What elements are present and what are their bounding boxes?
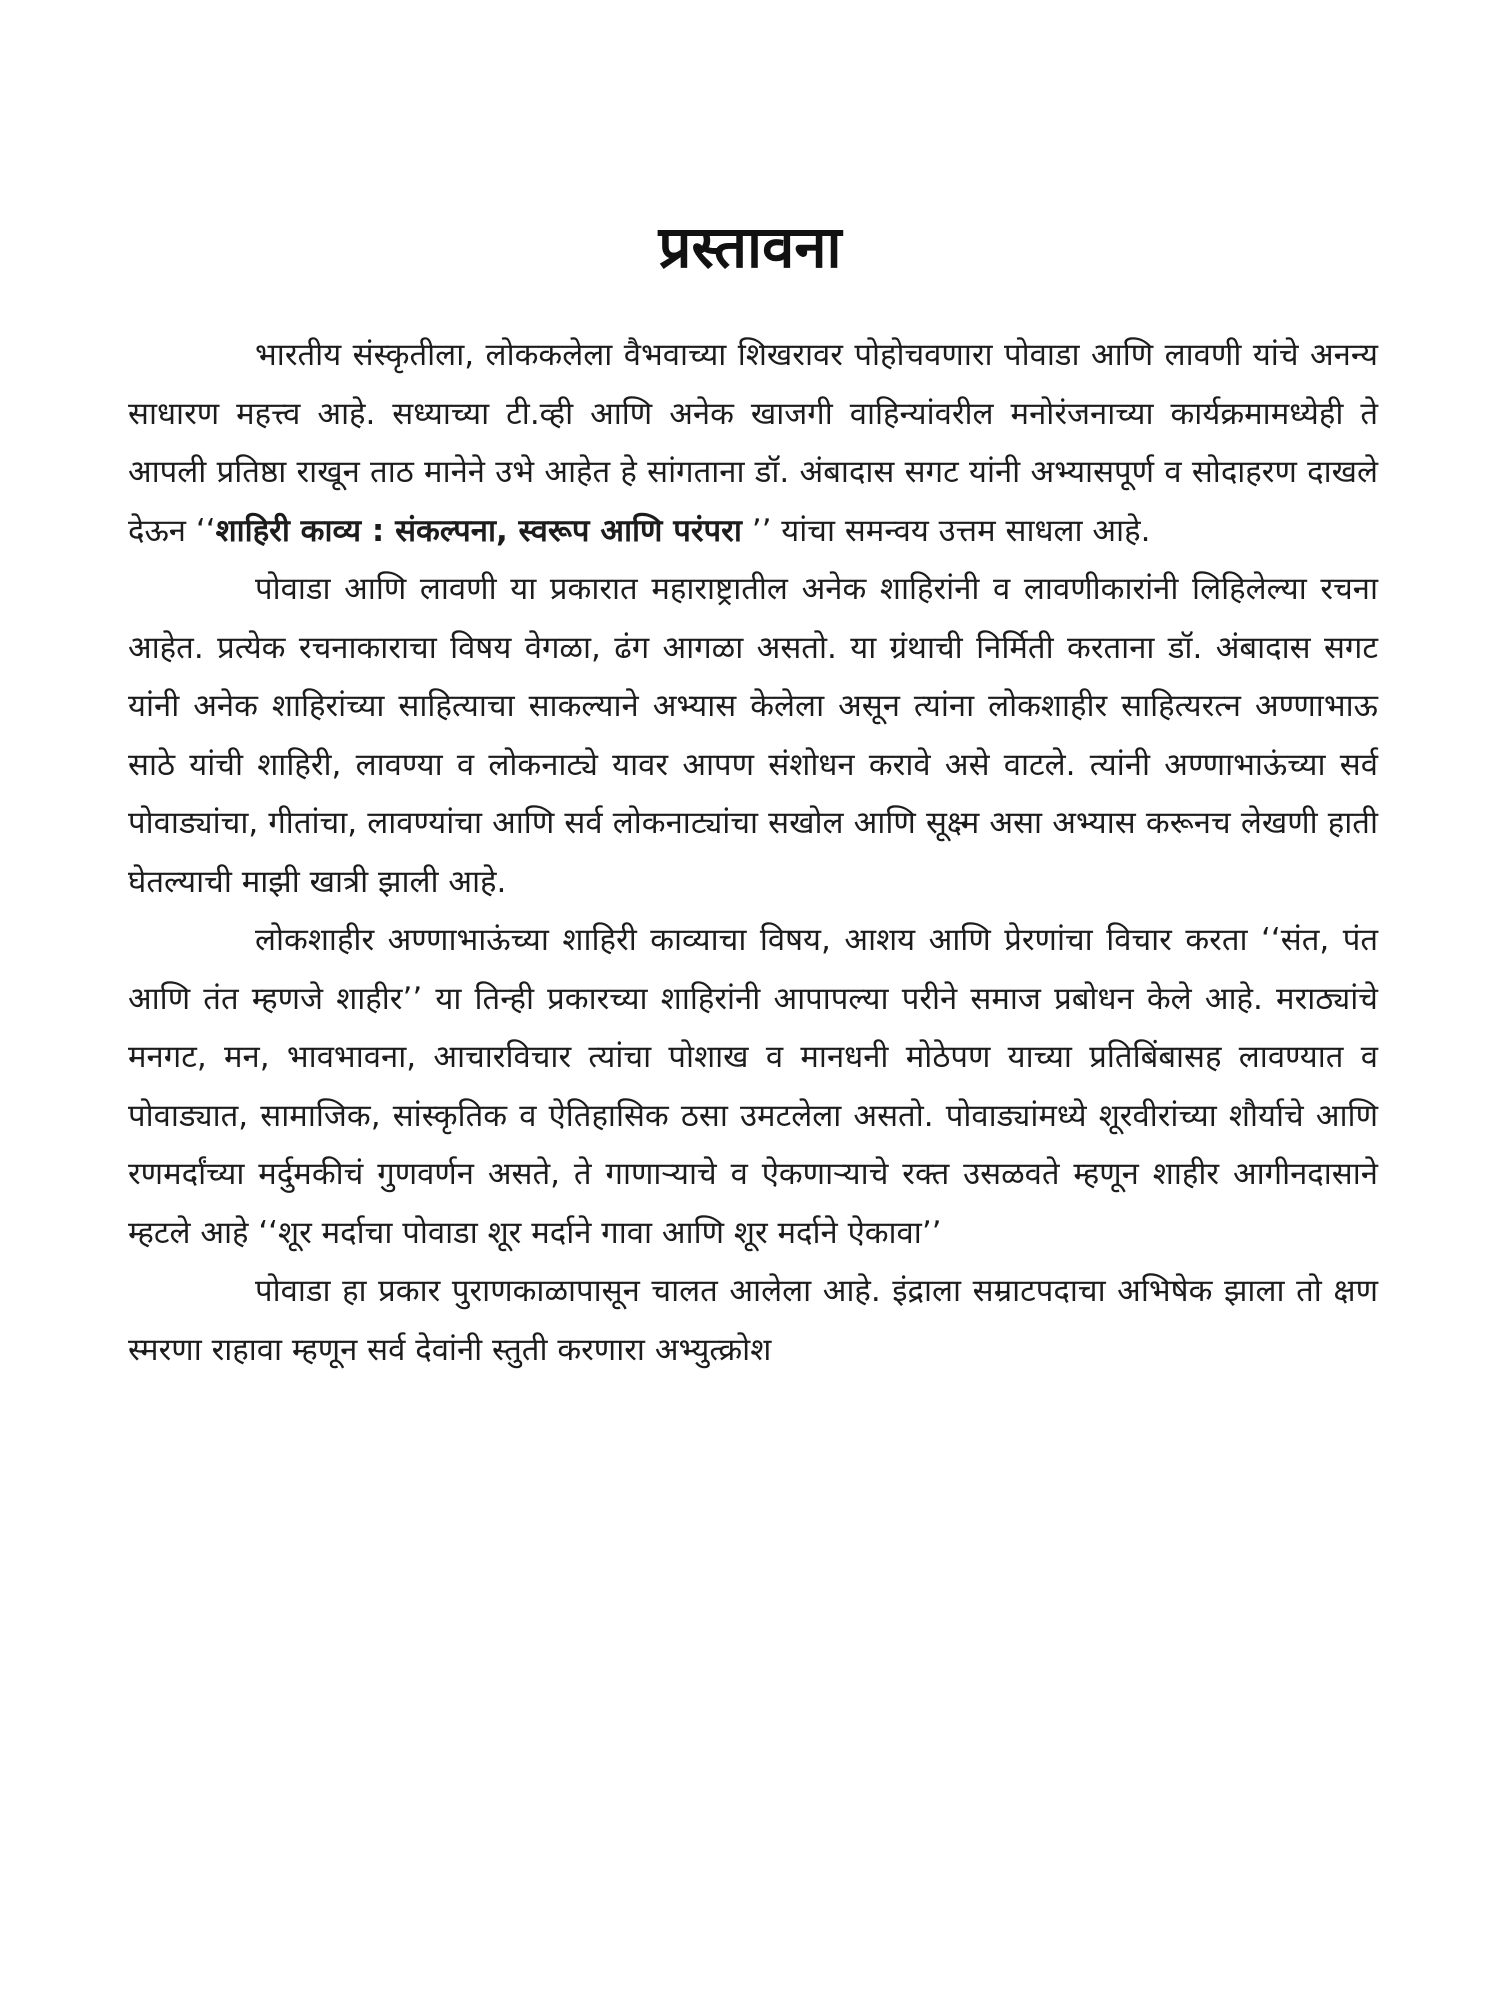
paragraph-1-text-start: भारतीय संस्कृतीला, लोककलेला वैभवाच्या शिखरावर पोहोचवणारा पोवाडा आणि लावणी यांचे अनन्य साधारण महत्त्व आहे. सध्याच्या टी.व्ही आणि अनेक खाजगी वाहिन्यांवरील मनोरंजनाच्या कार्यक्रमामध्येही ते आपली प्रतिष्ठा राखून ताठ मानेने उभे आहेत हे सांगताना डॉ. अंबादास सगट यांनी अभ्यासपूर्ण व सोदाहरण दाखले देऊन ‘‘ xyxy=(128,337,1378,549)
paragraph-4: पोवाडा हा प्रकार पुराणकाळापासून चालत आलेला आहे. इंद्राला सम्राटपदाचा अभिषेक झाला तो क्षण स्मरणा राहावा म्हणून सर्व देवांनी स्तुती करणारा अभ्युत्क्रोश xyxy=(128,1273,1378,1368)
book-title-emphasis: शाहिरी काव्य : संकल्पना, स्वरूप आणि परंपरा xyxy=(215,512,742,549)
body-text xyxy=(128,326,1378,1379)
paragraph-2: पोवाडा आणि लावणी या प्रकारात महाराष्ट्रातील अनेक शाहिरांनी व लावणीकारांनी लिहिलेल्या रचना आहेत. प्रत्येक रचनाकाराचा विषय वेगळा, ढंग आगळा असतो. या ग्रंथाची निर्मिती करताना डॉ. अंबादास सगट यांनी अनेक शाहिरांच्या साहित्याचा साकल्याने अभ्यास केलेला असून त्यांना लोकशाहीर साहित्यरत्न अण्णाभाऊ साठे यांची शाहिरी, लावण्या व लोकनाट्ये यावर आपण संशोधन करावे असे वाटले. त्यांनी अण्णाभाऊंच्या सर्व पोवाड्यांचा, गीतांचा, लावण्यांचा आणि सर्व लोकनाट्यांचा सखोल आणि सूक्ष्म असा अभ्यास करूनच लेखणी हाती घेतल्याची माझी खात्री झाली आहे. xyxy=(128,571,1378,900)
page-title: प्रस्तावना xyxy=(658,212,842,281)
paragraph-3: लोकशाहीर अण्णाभाऊंच्या शाहिरी काव्याचा विषय, आशय आणि प्रेरणांचा विचार करता ‘‘संत, पंत आणि तंत म्हणजे शाहीर’’ या तिन्ही प्रकारच्या शाहिरांनी आपापल्या परीने समाज प्रबोधन केले आहे. मराठ्यांचे मनगट, मन, भावभावना, आचारविचार त्यांचा पोशाख व मानधनी मोठेपण याच्या प्रतिबिंबासह लावण्यात व पोवाड्यात, सामाजिक, सांस्कृतिक व ऐतिहासिक ठसा उमटलेला असतो. पोवाड्यांमध्ये शूरवीरांच्या शौर्याचे आणि रणमर्दांच्या मर्दुमकीचं गुणवर्णन असते, ते गाणाऱ्याचे व ऐकणाऱ्याचे रक्त उसळवते म्हणून शाहीर आगीनदासाने म्हटले आहे ‘‘शूर मर्दाचा पोवाडा शूर मर्दाने गावा आणि शूर मर्दाने ऐकावा’’ xyxy=(128,922,1378,1251)
paragraph-1 xyxy=(128,326,1378,560)
paragraph-1-text-end: ’’ यांचा समन्वय उत्तम साधला आहे. xyxy=(741,512,1151,549)
